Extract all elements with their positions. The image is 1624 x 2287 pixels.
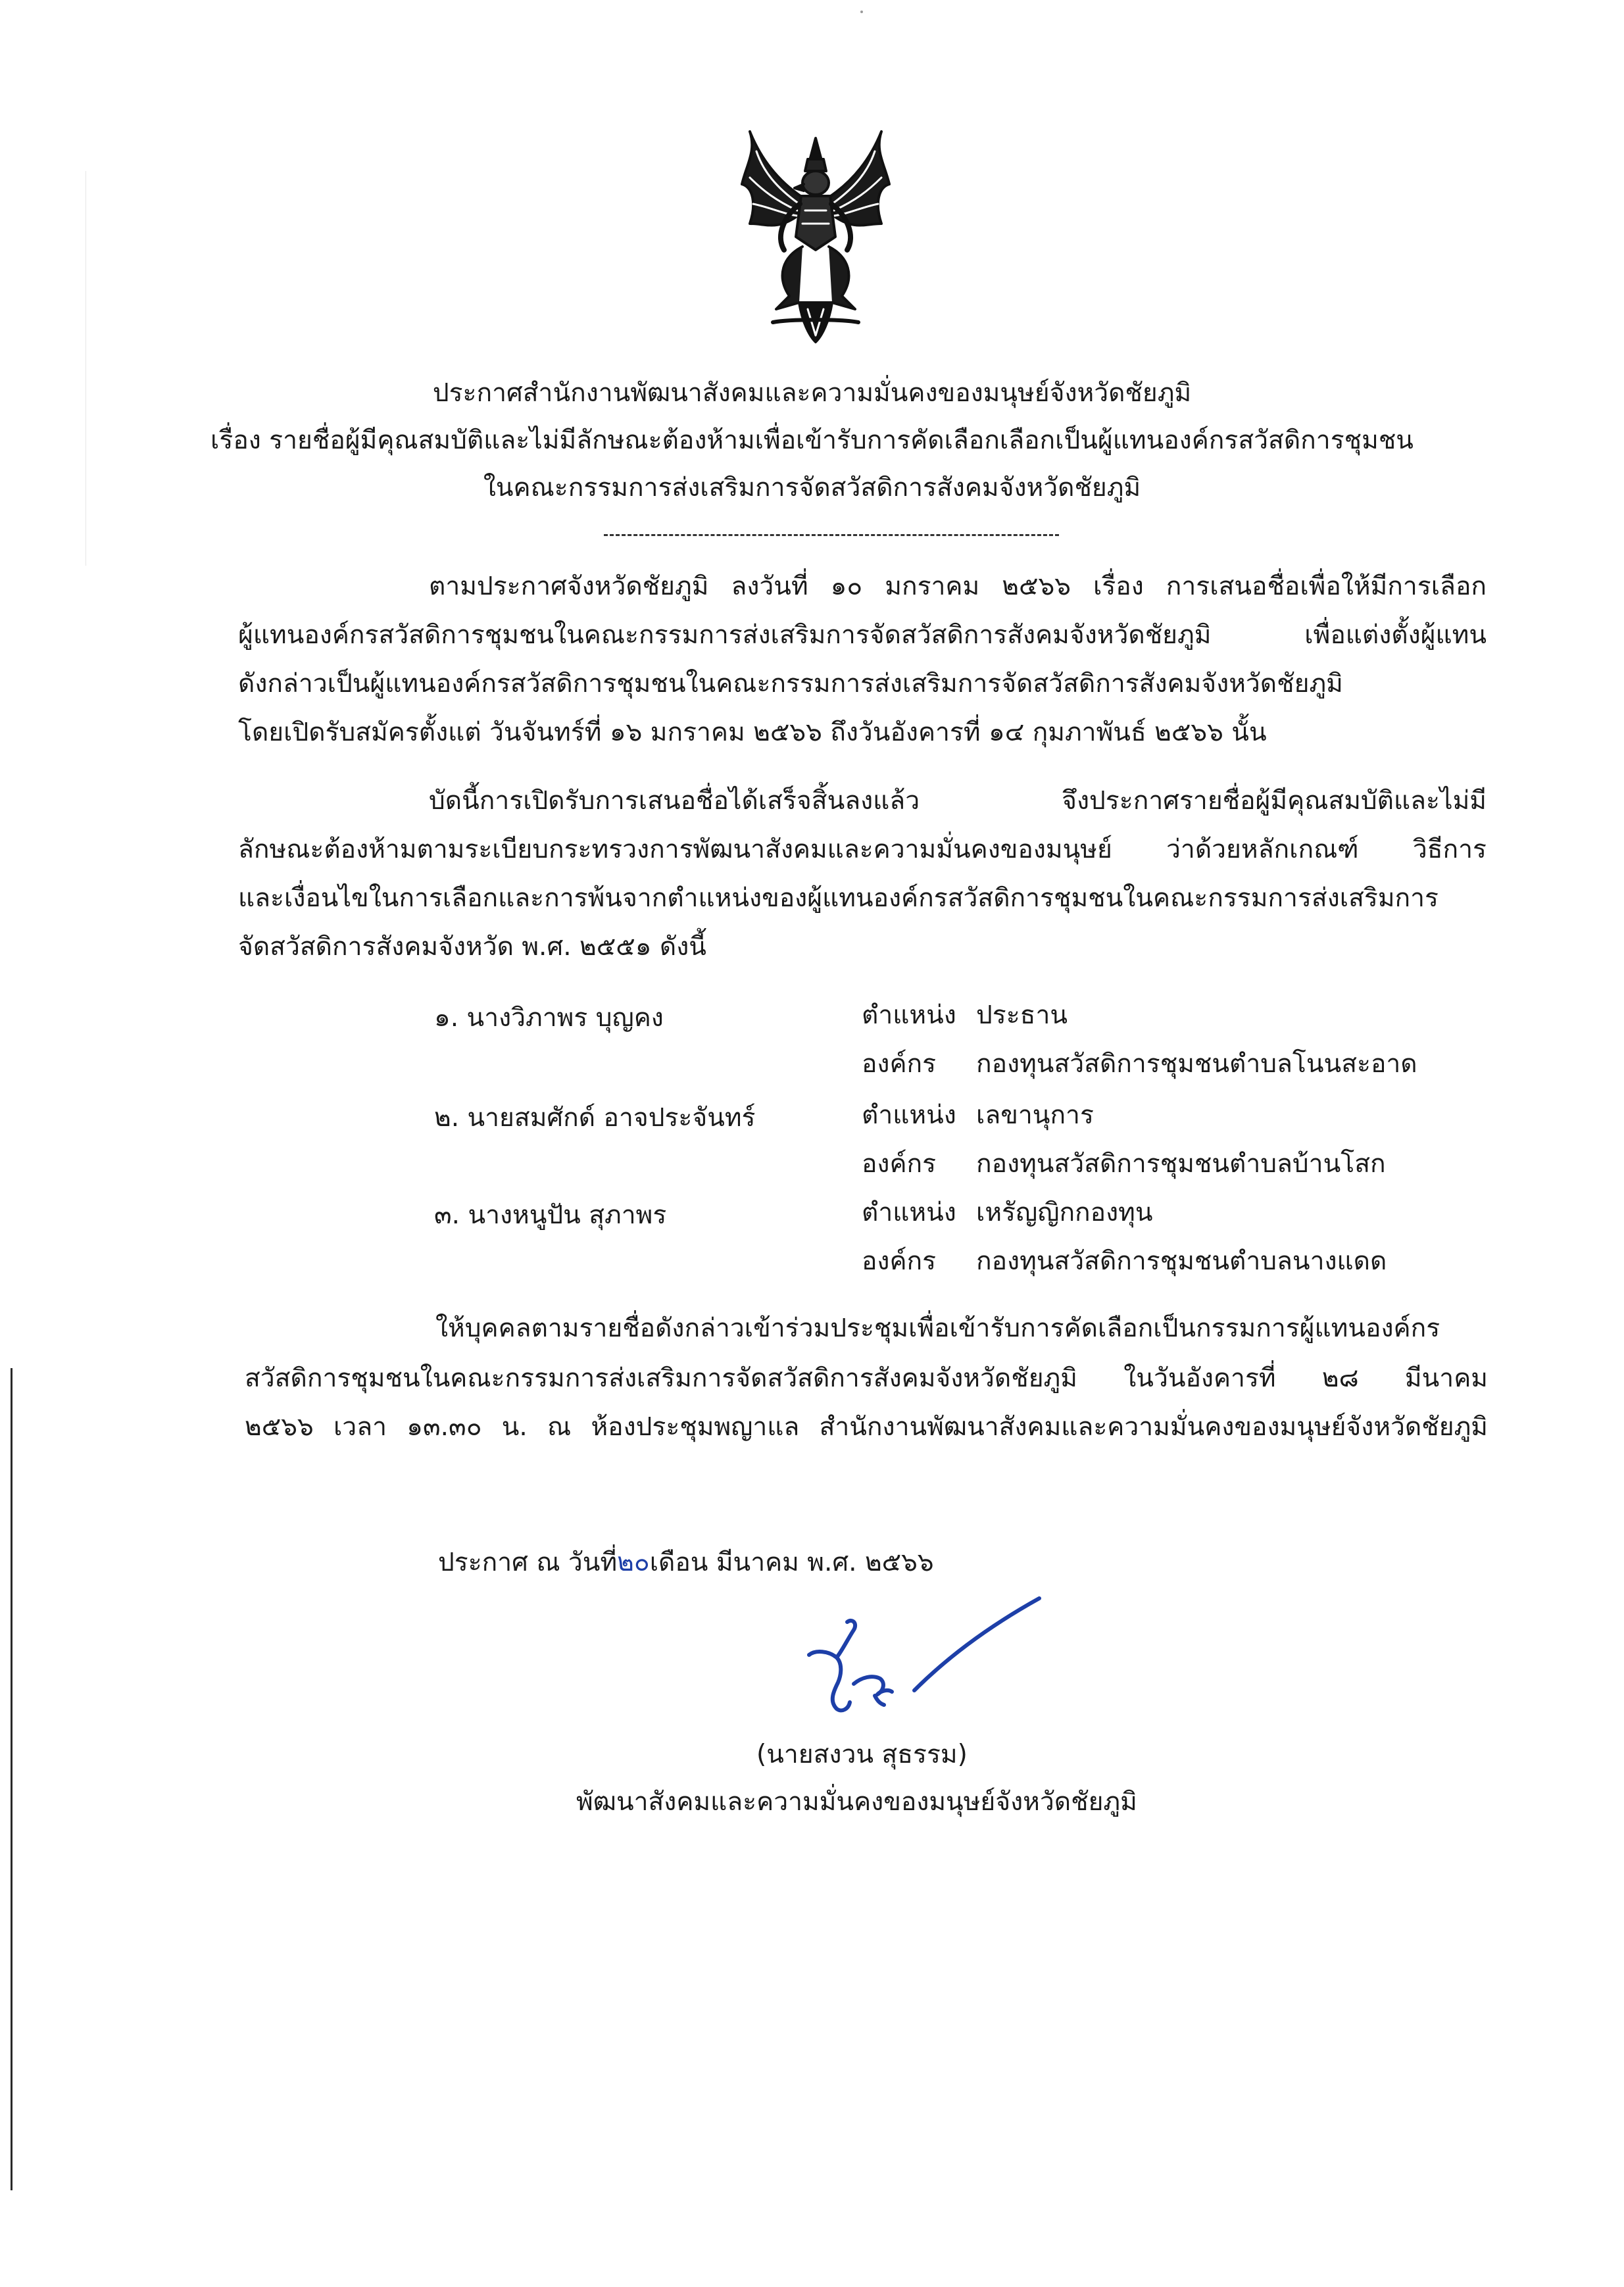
candidate-1-name: ๑. นางวิภาพร บุญคง — [434, 1003, 664, 1033]
signatory-title: พัฒนาสังคมและความมั่นคงของมนุษย์จังหวัดชัยภูมิ — [576, 1787, 1137, 1817]
candidate-3-name: ๓. นางหนูปัน สุภาพร — [434, 1200, 667, 1230]
para3-line1: ให้บุคคลตามรายชื่อดังกล่าวเข้าร่วมประชุมเพื่อเข้ารับการคัดเลือกเป็นกรรมการผู้แทนองค์กร — [435, 1314, 1440, 1343]
candidate-2-org: กองทุนสวัสดิการชุมชนตำบลบ้านโสก — [976, 1149, 1386, 1179]
announcement-title: ประกาศสำนักงานพัฒนาสังคมและความมั่นคงของมนุษย์จังหวัดชัยภูมิ — [432, 378, 1192, 408]
para2-line2: ลักษณะต้องห้ามตามระเบียบกระทรวงการพัฒนาสังคมและความมั่นคงของมนุษย์ ว่าด้วยหลักเกณฑ์ วิธีการ — [238, 835, 1487, 864]
para1-line1: ตามประกาศจังหวัดชัยภูมิ ลงวันที่ ๑๐ มกราคม ๒๕๖๖ เรื่อง การเสนอชื่อเพื่อให้มีการเลือก — [429, 572, 1487, 601]
scan-artifact-dot — [860, 11, 863, 13]
para1-line3: ดังกล่าวเป็นผู้แทนองค์กรสวัสดิการชุมชนในคณะกรรมการส่งเสริมการจัดสวัสดิการสังคมจังหวัดชัยภูมิ — [238, 669, 1343, 699]
para3-line3: ๒๕๖๖ เวลา ๑๓.๓๐ น. ณ ห้องประชุมพญาแล สำนักงานพัฒนาสังคมและความมั่นคงของมนุษย์จังหวัดชัยภูมิ — [245, 1412, 1488, 1442]
para2-line4: จัดสวัสดิการสังคมจังหวัด พ.ศ. ๒๕๕๑ ดังนี้ — [238, 932, 706, 962]
date-day: ๒๐ — [617, 1548, 650, 1577]
candidate-1-position: ประธาน — [976, 1000, 1068, 1030]
para1-line2: ผู้แทนองค์กรสวัสดิการชุมชนในคณะกรรมการส่งเสริมการจัดสวัสดิการสังคมจังหวัดชัยภูมิ เพื่อแต่งตั้งผู้แทน — [238, 620, 1487, 650]
para3-line2: สวัสดิการชุมชนในคณะกรรมการส่งเสริมการจัดสวัสดิการสังคมจังหวัดชัยภูมิ ในวันอังคารที่ ๒๘ มีนาคม — [245, 1364, 1488, 1393]
para2-line1: บัดนี้การเปิดรับการเสนอชื่อได้เสร็จสิ้นลงแล้ว จึงประกาศรายชื่อผู้มีคุณสมบัติและไม่มี — [429, 786, 1487, 816]
date-prefix: ประกาศ ณ วันที่ — [438, 1548, 618, 1577]
signatory-name: (นายสงวน สุธรรม) — [756, 1740, 968, 1769]
candidate-1-org-label: องค์กร — [862, 1049, 937, 1079]
candidate-2-position-label: ตำแหน่ง — [862, 1100, 956, 1130]
candidate-2-name: ๒. นายสมศักด์ อาจประจันทร์ — [434, 1103, 756, 1133]
candidate-3-position: เหรัญญิกกองทุน — [976, 1198, 1153, 1227]
date-suffix: เดือน มีนาคม พ.ศ. ๒๕๖๖ — [649, 1548, 934, 1577]
candidate-3-org-label: องค์กร — [862, 1246, 937, 1276]
scan-artifact-edge-dark — [11, 1368, 12, 2190]
candidate-3-org: กองทุนสวัสดิการชุมชนตำบลนางแดด — [976, 1246, 1387, 1276]
candidate-2-position: เลขานุการ — [976, 1100, 1094, 1130]
announcement-subject: เรื่อง รายชื่อผู้มีคุณสมบัติและไม่มีลักษณะต้องห้ามเพื่อเข้ารับการคัดเลือกเลือกเป็นผู้แทนองค์กรสวัสดิการชุมชน — [210, 426, 1414, 455]
candidate-1-org: กองทุนสวัสดิการชุมชนตำบลโนนสะอาด — [976, 1049, 1417, 1079]
candidate-2-org-label: องค์กร — [862, 1149, 937, 1179]
para2-line3: และเงื่อนไขในการเลือกและการพ้นจากตำแหน่งของผู้แทนองค์กรสวัสดิการชุมชนในคณะกรรมการส่งเสริมการ — [238, 883, 1439, 913]
header-divider — [604, 534, 1059, 536]
para1-line4: โดยเปิดรับสมัครตั้งแต่ วันจันทร์ที่ ๑๖ มกราคม ๒๕๖๖ ถึงวันอังคารที่ ๑๔ กุมภาพันธ์ ๒๕๖๖ นั้น — [238, 718, 1267, 747]
announcement-date — [438, 1546, 934, 1580]
candidate-1-position-label: ตำแหน่ง — [862, 1000, 956, 1030]
announcement-subject-cont: ในคณะกรรมการส่งเสริมการจัดสวัสดิการสังคมจังหวัดชัยภูมิ — [483, 473, 1141, 503]
garuda-emblem-icon — [737, 125, 895, 345]
candidate-3-position-label: ตำแหน่ง — [862, 1198, 956, 1227]
handwritten-signature — [796, 1592, 1052, 1723]
